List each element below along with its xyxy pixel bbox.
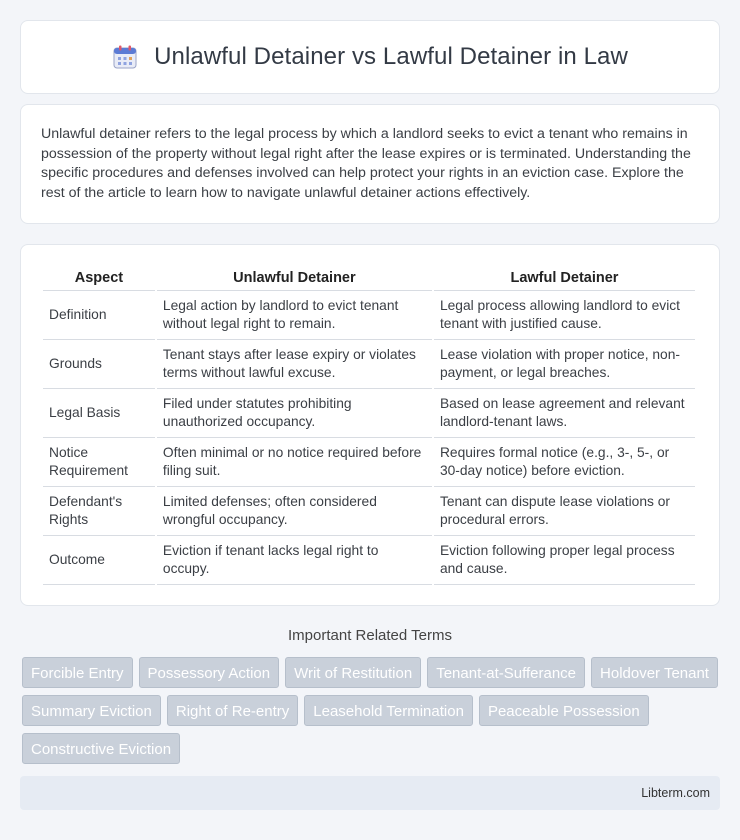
table-row	[43, 389, 695, 438]
tag-tenant-at-sufferance[interactable]: Tenant-at-Sufferance	[427, 657, 585, 688]
calendar-icon	[112, 44, 138, 70]
row-lawful: Requires formal notice (e.g., 3-, 5-, or 30-day notice) before eviction.	[434, 438, 695, 487]
tag-leasehold-termination[interactable]: Leasehold Termination	[304, 695, 473, 726]
row-unlawful: Often minimal or no notice required before filing suit.	[157, 438, 432, 487]
row-aspect: Legal Basis	[43, 389, 155, 438]
tag-holdover-tenant[interactable]: Holdover Tenant	[591, 657, 718, 688]
row-aspect: Outcome	[43, 536, 155, 585]
row-unlawful: Tenant stays after lease expiry or violates terms without lawful excuse.	[157, 340, 432, 389]
row-lawful: Legal process allowing landlord to evict tenant with justified cause.	[434, 291, 695, 340]
row-unlawful: Legal action by landlord to evict tenant without legal right to remain.	[157, 291, 432, 340]
tag-peaceable-possession[interactable]: Peaceable Possession	[479, 695, 649, 726]
tag-constructive-eviction[interactable]: Constructive Eviction	[22, 733, 180, 764]
row-aspect: Notice Requirement	[43, 438, 155, 487]
header-card	[20, 20, 720, 94]
tag-forcible-entry[interactable]: Forcible Entry	[22, 657, 133, 688]
comparison-table-card	[20, 244, 720, 606]
table-row	[43, 438, 695, 487]
table-row	[43, 340, 695, 389]
table-row	[43, 487, 695, 536]
comparison-table	[41, 263, 697, 585]
header-unlawful-detainer: Unlawful Detainer	[157, 263, 432, 291]
table-row	[43, 536, 695, 585]
row-lawful: Tenant can dispute lease violations or procedural errors.	[434, 487, 695, 536]
row-unlawful: Filed under statutes prohibiting unauthorized occupancy.	[157, 389, 432, 438]
header-lawful-detainer: Lawful Detainer	[434, 263, 695, 291]
tag-writ-of-restitution[interactable]: Writ of Restitution	[285, 657, 421, 688]
tag-summary-eviction[interactable]: Summary Eviction	[22, 695, 161, 726]
row-aspect: Defendant's Rights	[43, 487, 155, 536]
footer	[20, 776, 720, 810]
related-terms-tags	[22, 657, 722, 764]
row-aspect: Grounds	[43, 340, 155, 389]
table-header-row	[43, 263, 695, 291]
header-aspect: Aspect	[43, 263, 155, 291]
row-lawful: Lease violation with proper notice, non-payment, or legal breaches.	[434, 340, 695, 389]
intro-paragraph: Unlawful detainer refers to the legal process by which a landlord seeks to evict a tenant who remains in possession of the property without legal right after the lease expires or is terminated. Understanding the specific procedures and defenses involved can help protect your rights in an eviction case. Explore the rest of the article to learn how to navigate unlawful detainer actions effectively.	[41, 126, 691, 201]
tag-possessory-action[interactable]: Possessory Action	[139, 657, 280, 688]
row-unlawful: Limited defenses; often considered wrongful occupancy.	[157, 487, 432, 536]
row-lawful: Eviction following proper legal process and cause.	[434, 536, 695, 585]
row-unlawful: Eviction if tenant lacks legal right to occupy.	[157, 536, 432, 585]
row-lawful: Based on lease agreement and relevant landlord-tenant laws.	[434, 389, 695, 438]
intro-card	[20, 104, 720, 224]
tag-right-of-re-entry[interactable]: Right of Re-entry	[167, 695, 298, 726]
row-aspect: Definition	[43, 291, 155, 340]
footer-site-link[interactable]: Libterm.com	[641, 786, 710, 800]
table-row	[43, 291, 695, 340]
page-title: Unlawful Detainer vs Lawful Detainer in Law	[154, 43, 628, 70]
related-terms-title: Important Related Terms	[288, 627, 452, 644]
title-wrap	[112, 43, 628, 71]
